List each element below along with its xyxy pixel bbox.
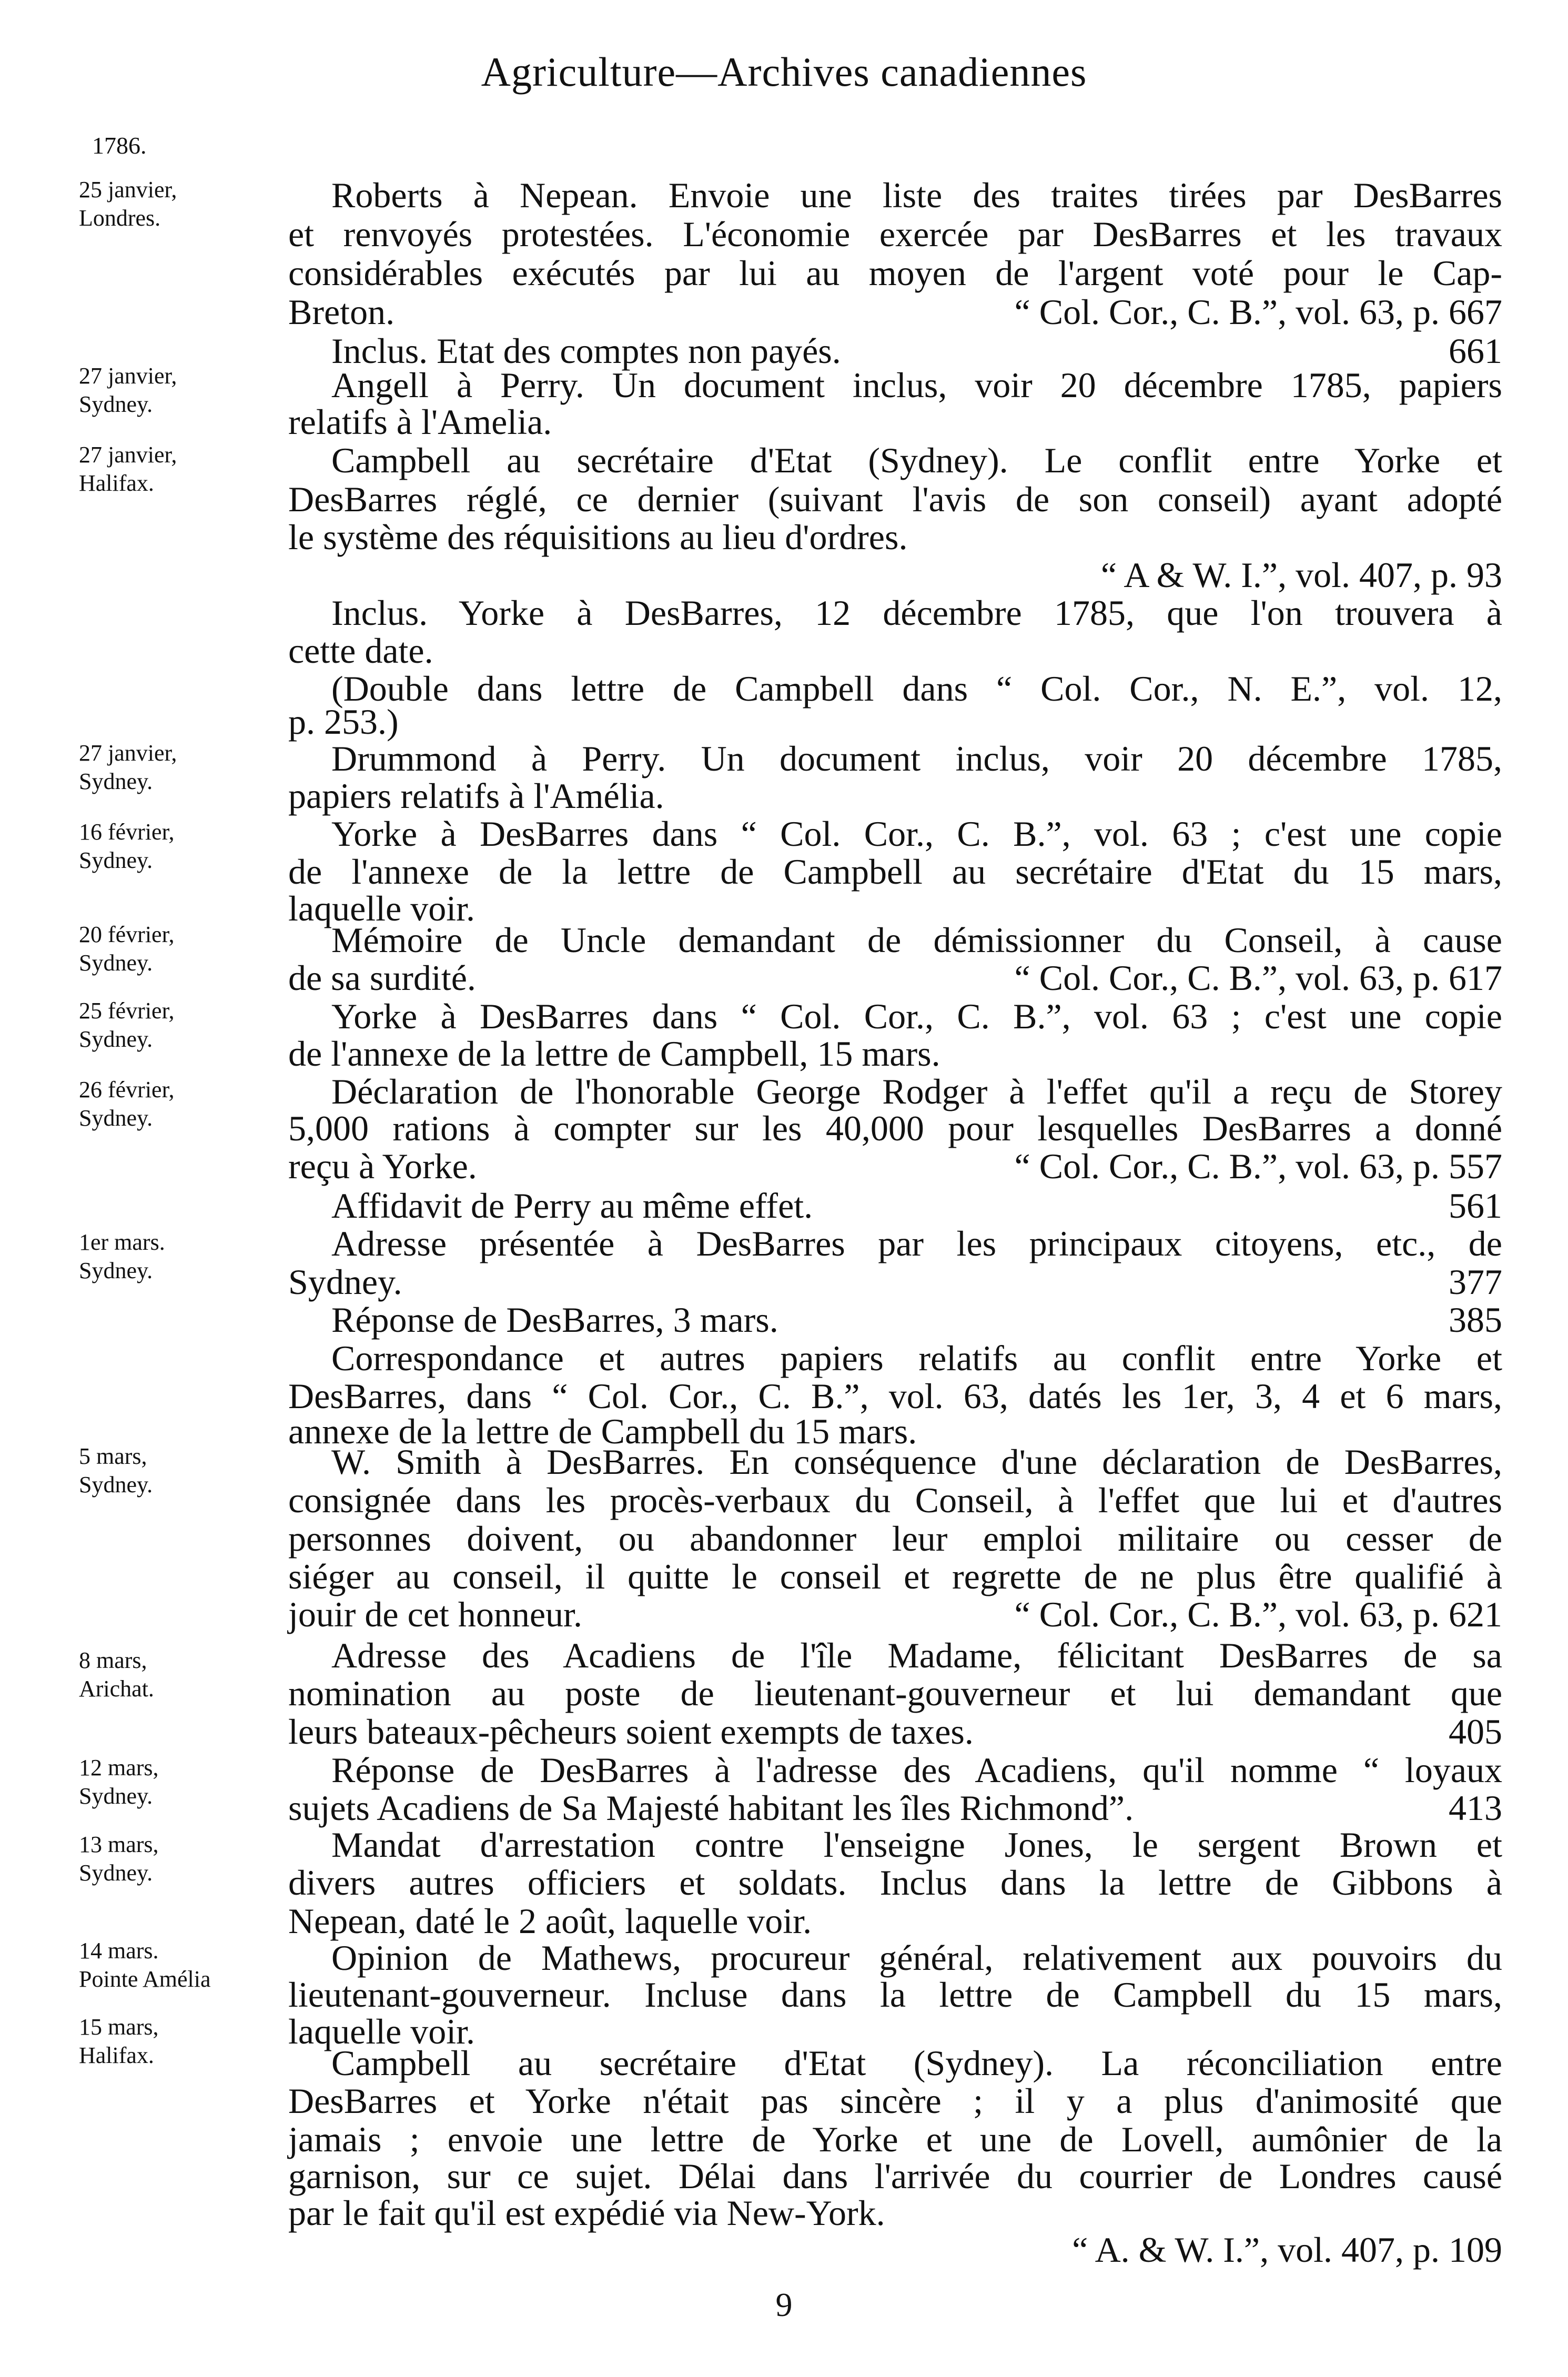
reference: “ Col. Cor., C. B.”, vol. 63, p. 617 — [1014, 958, 1502, 998]
margin-date: 26 février, Sydney. — [79, 1077, 175, 1131]
text-line: lieutenant-gouverneur. Incluse dans la lettre de Campbell du 15 mars, — [288, 1975, 1502, 2015]
text-line: Angell à Perry. Un document inclus, voir 20 décembre 1785, papiers — [331, 365, 1502, 405]
text-line: Drummond à Perry. Un document inclus, voir 20 décembre 1785, — [331, 739, 1502, 778]
page-ref: 405 — [1449, 1712, 1502, 1752]
text-line: reçu à Yorke. “ Col. Cor., C. B.”, vol. 63, p. 557 — [288, 1146, 1502, 1186]
margin-date: 15 mars, Halifax. — [79, 2014, 159, 2068]
text-line: Mémoire de Uncle demandant de démissionner du Conseil, à cause — [331, 920, 1502, 960]
text-line: Yorke à DesBarres dans “ Col. Cor., C. B.”, vol. 63 ; c'est une copie — [331, 814, 1502, 854]
text-line: Adresse présentée à DesBarres par les principaux citoyens, etc., de — [331, 1223, 1502, 1263]
page-ref: 661 — [1449, 331, 1502, 371]
reference: “ Col. Cor., C. B.”, vol. 63, p. 557 — [1014, 1146, 1502, 1186]
text-line: divers autres officiers et soldats. Inclus dans la lettre de Gibbons à — [288, 1863, 1502, 1903]
page-ref: 377 — [1449, 1262, 1502, 1302]
year-label: 1786. — [92, 132, 147, 159]
text-line: siéger au conseil, il quitte le conseil et regrette de ne plus être qualifié à — [288, 1556, 1502, 1596]
text-line: DesBarres réglé, ce dernier (suivant l'avis de son conseil) ayant adopté — [288, 479, 1502, 519]
text-line: consignée dans les procès-verbaux du Conseil, à l'effet que lui et d'autres — [288, 1480, 1502, 1520]
text-line: jamais ; envoie une lettre de Yorke et une de Lovell, aumônier de la — [288, 2119, 1502, 2159]
text-line: jouir de cet honneur. “ Col. Cor., C. B.”, vol. 63, p. 621 — [288, 1594, 1502, 1634]
text-line: personnes doivent, ou abandonner leur emploi militaire ou cesser de — [288, 1519, 1502, 1559]
margin-date: 5 mars, Sydney. — [79, 1443, 153, 1498]
text-line: 5,000 rations à compter sur les 40,000 pour lesquelles DesBarres a donné — [288, 1108, 1502, 1148]
text-line: Adresse des Acadiens de l'île Madame, félicitant DesBarres de sa — [331, 1635, 1502, 1675]
text-line: par le fait qu'il est expédié via New-York. — [288, 2193, 885, 2233]
margin-date: 13 mars, Sydney. — [79, 1832, 159, 1886]
text-line: Roberts à Nepean. Envoie une liste des traites tirées par DesBarres — [331, 175, 1502, 215]
page-number: 9 — [775, 2286, 793, 2323]
margin-date: 27 janvier, Sydney. — [79, 363, 177, 417]
text-line: Sydney. 377 — [288, 1262, 1502, 1302]
text-line: considérables exécutés par lui au moyen de l'argent voté pour le Cap- — [288, 253, 1502, 293]
margin-date: 1er mars. Sydney. — [79, 1229, 165, 1283]
text-line: de l'annexe de la lettre de Campbell, 15 mars. — [288, 1034, 940, 1074]
reference: “ Col. Cor., C. B.”, vol. 63, p. 667 — [1014, 292, 1502, 332]
page-ref: 385 — [1449, 1300, 1502, 1340]
margin-date: 16 février, Sydney. — [79, 819, 175, 873]
text-line: leurs bateaux-pêcheurs soient exempts de taxes. 405 — [288, 1712, 1502, 1752]
reference: “ A & W. I.”, vol. 407, p. 93 — [1100, 555, 1502, 595]
margin-date: 25 février, Sydney. — [79, 998, 175, 1052]
text-line: le système des réquisitions au lieu d'ordres. — [288, 517, 908, 557]
margin-date: 27 janvier, Sydney. — [79, 740, 177, 794]
text-line: Réponse de DesBarres à l'adresse des Acadiens, qu'il nomme “ loyaux — [331, 1750, 1502, 1790]
text-line: laquelle voir. — [288, 888, 476, 928]
text-line: relatifs à l'Amelia. — [288, 402, 552, 442]
text-line: Déclaration de l'honorable George Rodger à l'effet qu'il a reçu de Storey — [331, 1071, 1502, 1111]
text-line: papiers relatifs à l'Amélia. — [288, 776, 664, 816]
margin-date: 20 février, Sydney. — [79, 922, 175, 976]
page-ref: 561 — [1449, 1186, 1502, 1226]
text-line: Campbell au secrétaire d'Etat (Sydney). La réconciliation entre — [331, 2043, 1502, 2083]
reference: “ Col. Cor., C. B.”, vol. 63, p. 621 — [1014, 1594, 1502, 1634]
text-line: Mandat d'arrestation contre l'enseigne Jones, le sergent Brown et — [331, 1825, 1502, 1865]
text-line: Inclus. Yorke à DesBarres, 12 décembre 1785, que l'on trouvera à — [331, 593, 1502, 633]
text-line: Inclus. Etat des comptes non payés. 661 — [331, 331, 1502, 371]
page-ref: 413 — [1449, 1788, 1502, 1828]
text-line: Yorke à DesBarres dans “ Col. Cor., C. B.”, vol. 63 ; c'est une copie — [331, 996, 1502, 1036]
margin-date: 14 mars. Pointe Amélia — [79, 1938, 211, 1992]
text-line: Opinion de Mathews, procureur général, relativement aux pouvoirs du — [331, 1938, 1502, 1978]
text-line: et renvoyés protestées. L'économie exercée par DesBarres et les travaux — [288, 214, 1502, 254]
text-line: W. Smith à DesBarres. En conséquence d'une déclaration de DesBarres, — [331, 1442, 1502, 1482]
text-line: cette date. — [288, 631, 433, 671]
text-line: DesBarres, dans “ Col. Cor., C. B.”, vol. 63, datés les 1er, 3, 4 et 6 mars, — [288, 1376, 1502, 1416]
text-line: Nepean, daté le 2 août, laquelle voir. — [288, 1901, 812, 1941]
text-line: Correspondance et autres papiers relatifs au conflit entre Yorke et — [331, 1338, 1502, 1378]
page-header: Agriculture—Archives canadiennes — [481, 49, 1087, 95]
text-line: garnison, sur ce sujet. Délai dans l'arrivée du courrier de Londres causé — [288, 2156, 1502, 2196]
text-line: annexe de la lettre de Campbell du 15 mars. — [288, 1411, 917, 1451]
margin-date: 27 janvier, Halifax. — [79, 442, 177, 496]
text-line: de l'annexe de la lettre de Campbell au secrétaire d'Etat du 15 mars, — [288, 852, 1502, 892]
text-line: Réponse de DesBarres, 3 mars. 385 — [331, 1300, 1502, 1340]
margin-date: 25 janvier, Londres. — [79, 177, 177, 231]
text-line: (Double dans lettre de Campbell dans “ Col. Cor., N. E.”, vol. 12, — [331, 669, 1502, 709]
text-line: DesBarres et Yorke n'était pas sincère ; il y a plus d'animosité que — [288, 2081, 1502, 2121]
text-line: laquelle voir. — [288, 2011, 476, 2051]
reference: “ A. & W. I.”, vol. 407, p. 109 — [1072, 2230, 1502, 2270]
text-line: Campbell au secrétaire d'Etat (Sydney). Le conflit entre Yorke et — [331, 440, 1502, 480]
margin-date: 12 mars, Sydney. — [79, 1755, 159, 1809]
text-line: p. 253.) — [288, 702, 399, 742]
margin-date: 8 mars, Arichat. — [79, 1647, 154, 1702]
text-line: sujets Acadiens de Sa Majesté habitant les îles Richmond”. 413 — [288, 1788, 1502, 1828]
text-line: de sa surdité. “ Col. Cor., C. B.”, vol. 63, p. 617 — [288, 958, 1502, 998]
text-line: nomination au poste de lieutenant-gouverneur et lui demandant que — [288, 1673, 1502, 1713]
text-line: Breton. “ Col. Cor., C. B.”, vol. 63, p. 667 — [288, 292, 1502, 332]
text-line: Affidavit de Perry au même effet. 561 — [331, 1186, 1502, 1226]
